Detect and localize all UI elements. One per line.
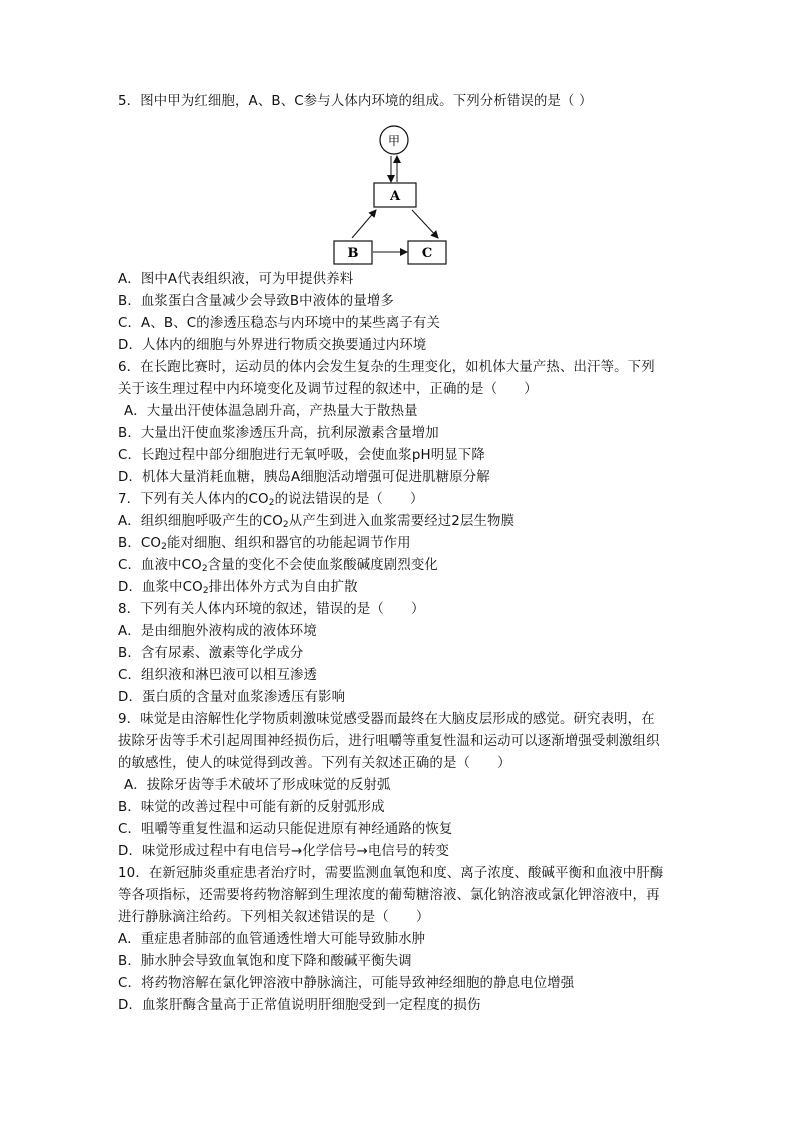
q8-option-d: D．蛋白质的含量对血浆渗透压有影响 [118,690,346,705]
q9-option-d: D．味觉形成过程中有电信号→化学信号→电信号的转变 [118,844,450,859]
q7-stem: 7．下列有关人体内的$CO_2$的说法错误的是（ ） [118,492,424,508]
arrow-a-to-c [412,210,438,238]
q7-option-b: B．$CO_2$能对细胞、组织和器官的功能起调节作用 [118,536,411,552]
q9-stem-line-1: 9．味觉是由溶解性化学物质刺激味觉感受器而最终在大脑皮层形成的感觉。研究表明，在 [118,712,655,727]
q6-stem-line-1: 6．在长跑比赛时，运动员的体内会发生复杂的生理变化，如机体大量产热、出汗等。下列 [118,360,655,375]
arrow-b-to-a [352,210,376,238]
q9-option-b: B．味觉的改善过程中可能有新的反射弧形成 [118,800,385,815]
q6-option-d: D．机体大量消耗血糖，胰岛A细胞活动增强可促进肌糖原分解 [118,470,490,485]
q5-option-d: D．人体内的细胞与外界进行物质交换要通过内环境 [118,338,427,353]
q8-option-c: C．组织液和淋巴液可以相互渗透 [118,668,318,683]
q7-option-c: C．血液中$CO_2$含量的变化不会使血浆酸碱度剧烈变化 [118,558,438,574]
q10-option-c: C．将药物溶解在氯化钾溶液中静脉滴注，可能导致神经细胞的静息电位增强 [118,976,575,991]
q6-stem-line-2: 关于该生理过程中内环境变化及调节过程的叙述中，正确的是（ ） [118,382,538,397]
q8-option-a: A．是由细胞外液构成的液体环境 [118,624,317,639]
q7-option-d: D．血浆中$CO_2$排出体外方式为自由扩散 [118,580,358,596]
q10-option-a: A．重症患者肺部的血管通透性增大可能导致肺水肿 [118,932,426,947]
node-jia-label: 甲 [387,134,401,148]
q5-stem: 5．图中甲为红细胞，A、B、C参与人体内环境的组成。下列分析错误的是（ ） [118,94,593,109]
q8-stem: 8．下列有关人体内环境的叙述，错误的是（ ） [118,602,425,617]
node-b-label: B [347,246,359,261]
q6-option-c: C．长跑过程中部分细胞进行无氧呼吸，会使血浆pH明显下降 [118,448,485,463]
q5-option-b: B．血浆蛋白含量减少会导致B中液体的量增多 [118,294,394,309]
q9-option-a: A．拔除牙齿等手术破坏了形成味觉的反射弧 [124,778,391,793]
q5-option-c: C．A、B、C的渗透压稳态与内环境中的某些离子有关 [118,316,440,331]
q6-option-b: B．大量出汗使血浆渗透压升高，抗利尿激素含量增加 [118,426,439,441]
q9-stem-line-2: 拔除牙齿等手术引起周围神经损伤后，进行咀嚼等重复性温和运动可以逐渐增强受刺激组织 [118,734,660,749]
q10-stem-line-2: 等各项指标，还需要将药物溶解到生理浓度的葡萄糖溶液、氯化钠溶液或氯化钾溶液中，再 [118,888,660,903]
q6-option-a: A．大量出汗使体温急剧升高，产热量大于散热量 [124,404,418,419]
q5-diagram [328,120,468,268]
node-a-label: A [389,189,401,204]
q9-stem-line-3: 的敏感性，使人的味觉得到改善。下列有关叙述正确的是（ ） [118,756,511,771]
q5-option-a: A．图中A代表组织液，可为甲提供养料 [118,272,354,287]
q7-option-a: A．组织细胞呼吸产生的$CO_2$从产生到进入血浆需要经过2层生物膜 [118,514,515,530]
q10-stem-line-1: 10．在新冠肺炎重症患者治疗时，需要监测血氧饱和度、离子浓度、酸碱平衡和血液中肝酶 [118,866,664,881]
q8-option-b: B．含有尿素、激素等化学成分 [118,646,304,661]
q10-option-b: B．肺水肿会导致血氧饱和度下降和酸碱平衡失调 [118,954,412,969]
q9-option-c: C．咀嚼等重复性温和运动只能促进原有神经通路的恢复 [118,822,453,837]
q10-stem-line-3: 进行静脉滴注给药。下列相关叙述错误的是（ ） [118,910,430,925]
q10-option-d: D．血浆肝酶含量高于正常值说明肝细胞受到一定程度的损伤 [118,998,481,1013]
node-c-label: C [421,246,433,261]
